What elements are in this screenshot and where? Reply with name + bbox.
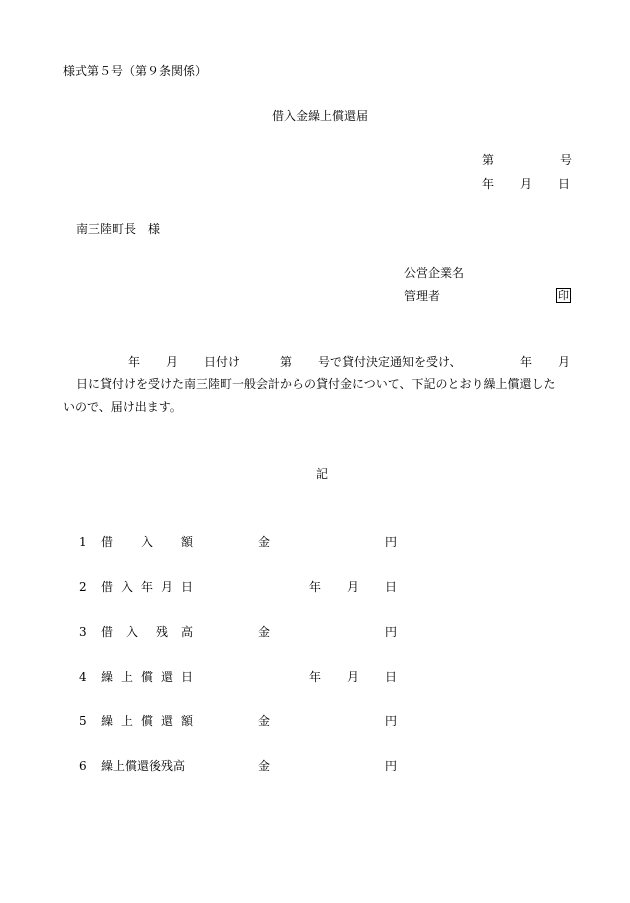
item-number: 3 [79,625,87,639]
item-month: 月 [347,580,360,594]
item-kin: 金 [258,714,271,728]
item-label-char: 借 [101,580,114,594]
item-yen: 円 [385,759,398,773]
item-label-char: 額 [181,714,194,728]
item-kin: 金 [258,759,271,773]
item-kin: 金 [258,625,271,639]
item-label-char: 還 [161,670,174,684]
seal-mark [556,288,571,303]
doc-date-year: 年 [482,177,495,191]
item-label-char: 残 [156,625,169,639]
manager-label: 管理者 [404,289,441,303]
doc-date-month: 月 [520,177,533,191]
item-label-char: 還 [161,714,174,728]
item-label-char: 繰 [101,670,114,684]
seal-text: 印 [558,289,569,302]
item-label-char: 償 [141,670,154,684]
item-yen: 円 [385,714,398,728]
body-line3: いので、届け出ます。 [63,400,182,414]
item-label-char: 上 [121,714,134,728]
body-month2: 月 [558,355,571,369]
item-label-char: 年 [141,580,154,594]
doc-date-day: 日 [558,177,571,191]
body-year2: 年 [520,355,533,369]
item-day: 日 [385,670,398,684]
item-label-char: 入 [121,580,134,594]
item-label-char: 額 [181,535,194,549]
item-label-char: 上 [121,670,134,684]
enterprise-name-label: 公営企業名 [404,266,465,280]
item-label-char: 借 [101,625,114,639]
body-line2: 日に貸付けを受けた南三陸町一般会計からの貸付金について、下記のとおり繰上償還した [76,377,556,391]
document-title: 借入金繰上償還届 [272,109,369,123]
item-label-char: 日 [181,670,194,684]
item-label-char: 入 [126,625,139,639]
addressee: 南三陸町長 様 [76,222,161,236]
item-label-char: 月 [161,580,174,594]
item-label-char: 償 [141,714,154,728]
ki-heading: 記 [316,467,329,481]
item-label-char: 日 [181,580,194,594]
body-month: 月 [166,355,179,369]
body-no-prefix: 第 [280,355,293,369]
body-line1-text: 号で貸付決定通知を受け、 [318,355,462,369]
item-label: 繰上償還後残高 [101,759,186,773]
item-number: 5 [79,714,87,728]
item-yen: 円 [385,625,398,639]
item-label-char: 高 [181,625,194,639]
doc-number-suffix: 号 [560,153,573,167]
item-number: 6 [79,759,87,773]
item-label-char: 繰 [101,714,114,728]
item-month: 月 [347,670,360,684]
item-label-char: 借 [101,535,114,549]
item-day: 日 [385,580,398,594]
item-number: 4 [79,670,87,684]
form-label: 様式第５号（第９条関係） [63,64,208,78]
item-year: 年 [309,670,322,684]
item-kin: 金 [258,535,271,549]
body-dated: 日付け [204,355,241,369]
doc-number-prefix: 第 [482,153,495,167]
item-number: 2 [79,580,87,594]
item-label-char: 入 [141,535,154,549]
item-yen: 円 [385,535,398,549]
item-year: 年 [309,580,322,594]
body-year: 年 [128,355,141,369]
item-number: 1 [79,535,87,549]
